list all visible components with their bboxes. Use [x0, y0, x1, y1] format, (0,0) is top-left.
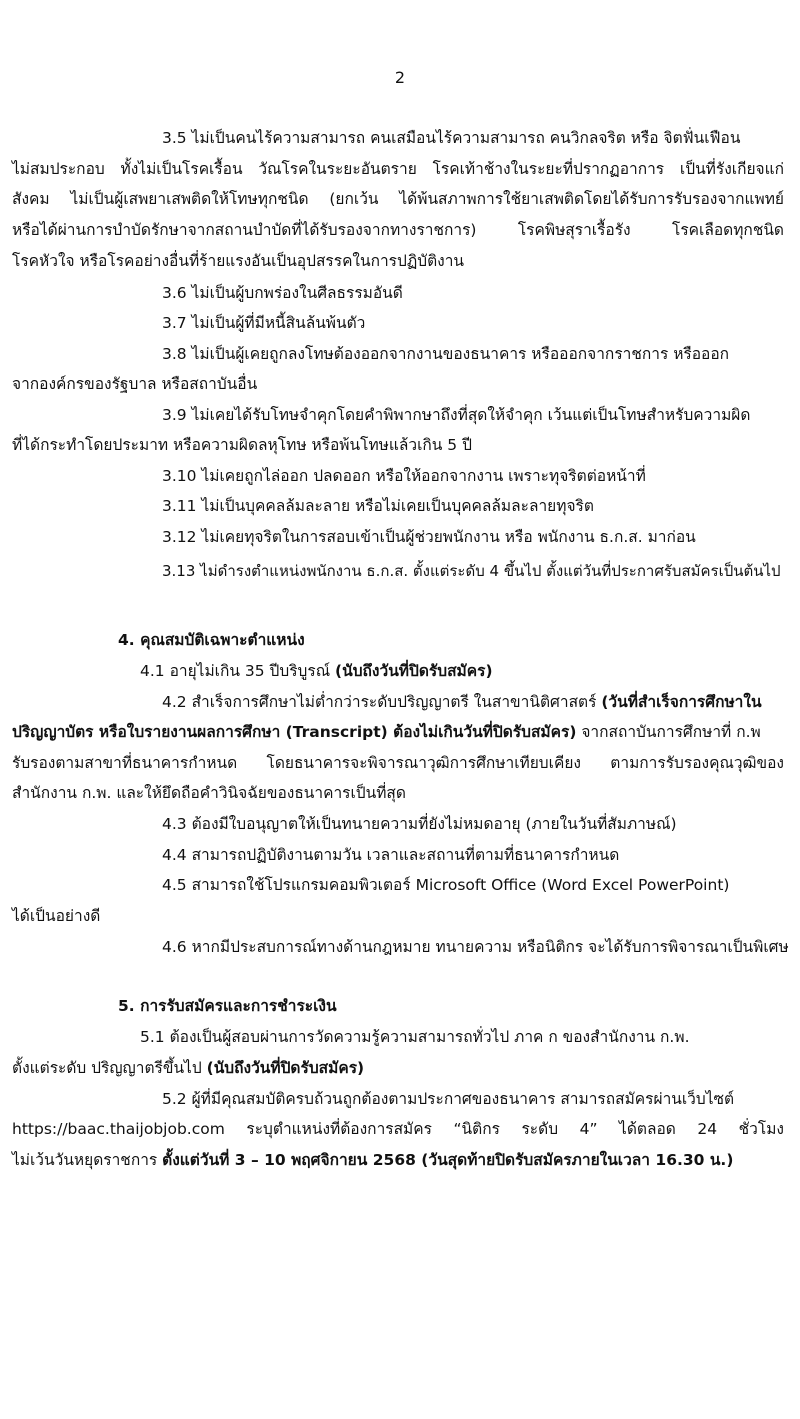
section-5-heading: 5. การรับสมัครและการชำระเงิน	[118, 997, 337, 1015]
page-number: 2	[394, 68, 406, 87]
item-4-1-text: 4.1 อายุไม่เกิน 35 ปีบริบูรณ์	[140, 662, 336, 680]
item-4-2-line-2	[12, 721, 761, 743]
item-3-12: 3.12 ไม่เคยทุจริตในการสอบเข้าเป็นผู้ช่วยพนักงาน หรือ พนักงาน ธ.ก.ส. มาก่อน	[162, 528, 696, 546]
item-5-1-line-1: 5.1 ต้องเป็นผู้สอบผ่านการวัดความรู้ความสามารถทั่วไป ภาค ก ของสำนักงาน ก.พ.	[140, 1028, 690, 1046]
item-4-1	[140, 660, 493, 682]
item-5-2-line-3	[12, 1149, 733, 1171]
item-5-2-line-3-bold: ตั้งแต่วันที่ 3 – 10 พฤศจิกายน 2568 (วันสุดท้ายปิดรับสมัครภายในเวลา 16.30 น.)	[162, 1151, 734, 1169]
item-5-2-line-2: https://baac.thaijobjob.com ระบุตำแหน่งที่ต้องการสมัคร “นิติกร ระดับ 4” ได้ตลอด 24 ชั่วโมง	[12, 1120, 784, 1138]
item-3-5-line-4: หรือได้ผ่านการบำบัดรักษาจากสถานบำบัดที่ได้รับรองจากทางราชการ) โรคพิษสุราเรื้อรัง โรคเลือดทุกชนิด	[12, 221, 784, 239]
item-4-3: 4.3 ต้องมีใบอนุญาตให้เป็นทนายความที่ยังไม่หมดอายุ (ภายในวันที่สัมภาษณ์)	[162, 815, 677, 833]
item-3-5-line-5: โรคหัวใจ หรือโรคอย่างอื่นที่ร้ายแรงอันเป็นอุปสรรคในการปฏิบัติงาน	[12, 252, 465, 270]
item-3-5-line-1: 3.5 ไม่เป็นคนไร้ความสามารถ คนเสมือนไร้ความสามารถ คนวิกลจริต หรือ จิตฟั่นเฟือน	[162, 129, 741, 147]
item-4-2-line-3: รับรองตามสาขาที่ธนาคารกำหนด โดยธนาคารจะพิจารณาวุฒิการศึกษาเทียบเคียง ตามการรับรองคุณวุฒิของ	[12, 754, 784, 772]
item-5-2-line-3-text: ไม่เว้นวันหยุดราชการ	[12, 1151, 163, 1169]
item-4-5-line-1: 4.5 สามารถใช้โปรแกรมคอมพิวเตอร์ Microsoft Office (Word Excel PowerPoint)	[162, 876, 730, 894]
item-3-6: 3.6 ไม่เป็นผู้บกพร่องในศีลธรรมอันดี	[162, 284, 403, 302]
item-5-2-line-1: 5.2 ผู้ที่มีคุณสมบัติครบถ้วนถูกต้องตามประกาศของธนาคาร สามารถสมัครผ่านเว็บไซต์	[162, 1090, 735, 1108]
item-5-1-line-2-bold: (นับถึงวันที่ปิดรับสมัคร)	[206, 1059, 365, 1077]
item-4-6: 4.6 หากมีประสบการณ์ทางด้านกฎหมาย ทนายความ หรือนิติกร จะได้รับการพิจารณาเป็นพิเศษ	[162, 938, 789, 956]
item-3-5-line-3: สังคม ไม่เป็นผู้เสพยาเสพติดให้โทษทุกชนิด (ยกเว้น ได้พ้นสภาพการใช้ยาเสพติดโดยได้รับการรับรองจากแพทย์	[12, 190, 784, 208]
item-4-2-line-1-bold: (วันที่สำเร็จการศึกษาใน	[601, 693, 762, 711]
section-4-heading: 4. คุณสมบัติเฉพาะตำแหน่ง	[118, 631, 305, 649]
item-5-1-line-2	[12, 1057, 364, 1079]
item-3-5-line-2: ไม่สมประกอบ ทั้งไม่เป็นโรคเรื้อน วัณโรคในระยะอันตราย โรคเท้าช้างในระยะที่ปรากฏอาการ เป็นที่รังเกียจแก่	[12, 160, 784, 178]
item-3-8-line-2: จากองค์กรของรัฐบาล หรือสถาบันอื่น	[12, 375, 258, 393]
item-5-1-line-2-text: ตั้งแต่ระดับ ปริญญาตรีขึ้นไป	[12, 1059, 207, 1077]
item-4-2-line-1-text: 4.2 สำเร็จการศึกษาไม่ต่ำกว่าระดับปริญญาตรี ในสาขานิติศาสตร์	[162, 693, 602, 711]
item-3-10: 3.10 ไม่เคยถูกไล่ออก ปลดออก หรือให้ออกจากงาน เพราะทุจริตต่อหน้าที่	[162, 467, 646, 485]
item-3-9-line-1: 3.9 ไม่เคยได้รับโทษจำคุกโดยคำพิพากษาถึงที่สุดให้จำคุก เว้นแต่เป็นโทษสำหรับความผิด	[162, 406, 751, 424]
item-3-9-line-2: ที่ได้กระทำโดยประมาท หรือความผิดลหุโทษ หรือพ้นโทษแล้วเกิน 5 ปี	[12, 436, 472, 454]
item-4-2-line-4: สำนักงาน ก.พ. และให้ยึดถือคำวินิจฉัยของธนาคารเป็นที่สุด	[12, 784, 406, 802]
item-4-2-line-1	[162, 691, 762, 713]
item-3-11: 3.11 ไม่เป็นบุคคลล้มละลาย หรือไม่เคยเป็นบุคคลล้มละลายทุจริต	[162, 497, 594, 515]
item-3-8-line-1: 3.8 ไม่เป็นผู้เคยถูกลงโทษต้องออกจากงานของธนาคาร หรือออกจากราชการ หรือออก	[162, 345, 730, 363]
item-4-4: 4.4 สามารถปฏิบัติงานตามวัน เวลาและสถานที่ตามที่ธนาคารกำหนด	[162, 846, 620, 864]
item-4-2-line-2-bold: ปริญญาบัตร หรือใบรายงานผลการศึกษา (Transcript) ต้องไม่เกินวันที่ปิดรับสมัคร)	[12, 723, 577, 741]
item-3-13: 3.13 ไม่ดำรงตำแหน่งพนักงาน ธ.ก.ส. ตั้งแต่ระดับ 4 ขึ้นไป ตั้งแต่วันที่ประกาศรับสมัครเป็นต้นไป	[162, 562, 781, 580]
item-3-7: 3.7 ไม่เป็นผู้ที่มีหนี้สินล้นพ้นตัว	[162, 314, 366, 332]
item-4-1-bold: (นับถึงวันที่ปิดรับสมัคร)	[335, 662, 493, 680]
item-4-5-line-2: ได้เป็นอย่างดี	[12, 907, 101, 925]
item-4-2-line-2-text: จากสถาบันการศึกษาที่ ก.พ	[576, 723, 761, 741]
